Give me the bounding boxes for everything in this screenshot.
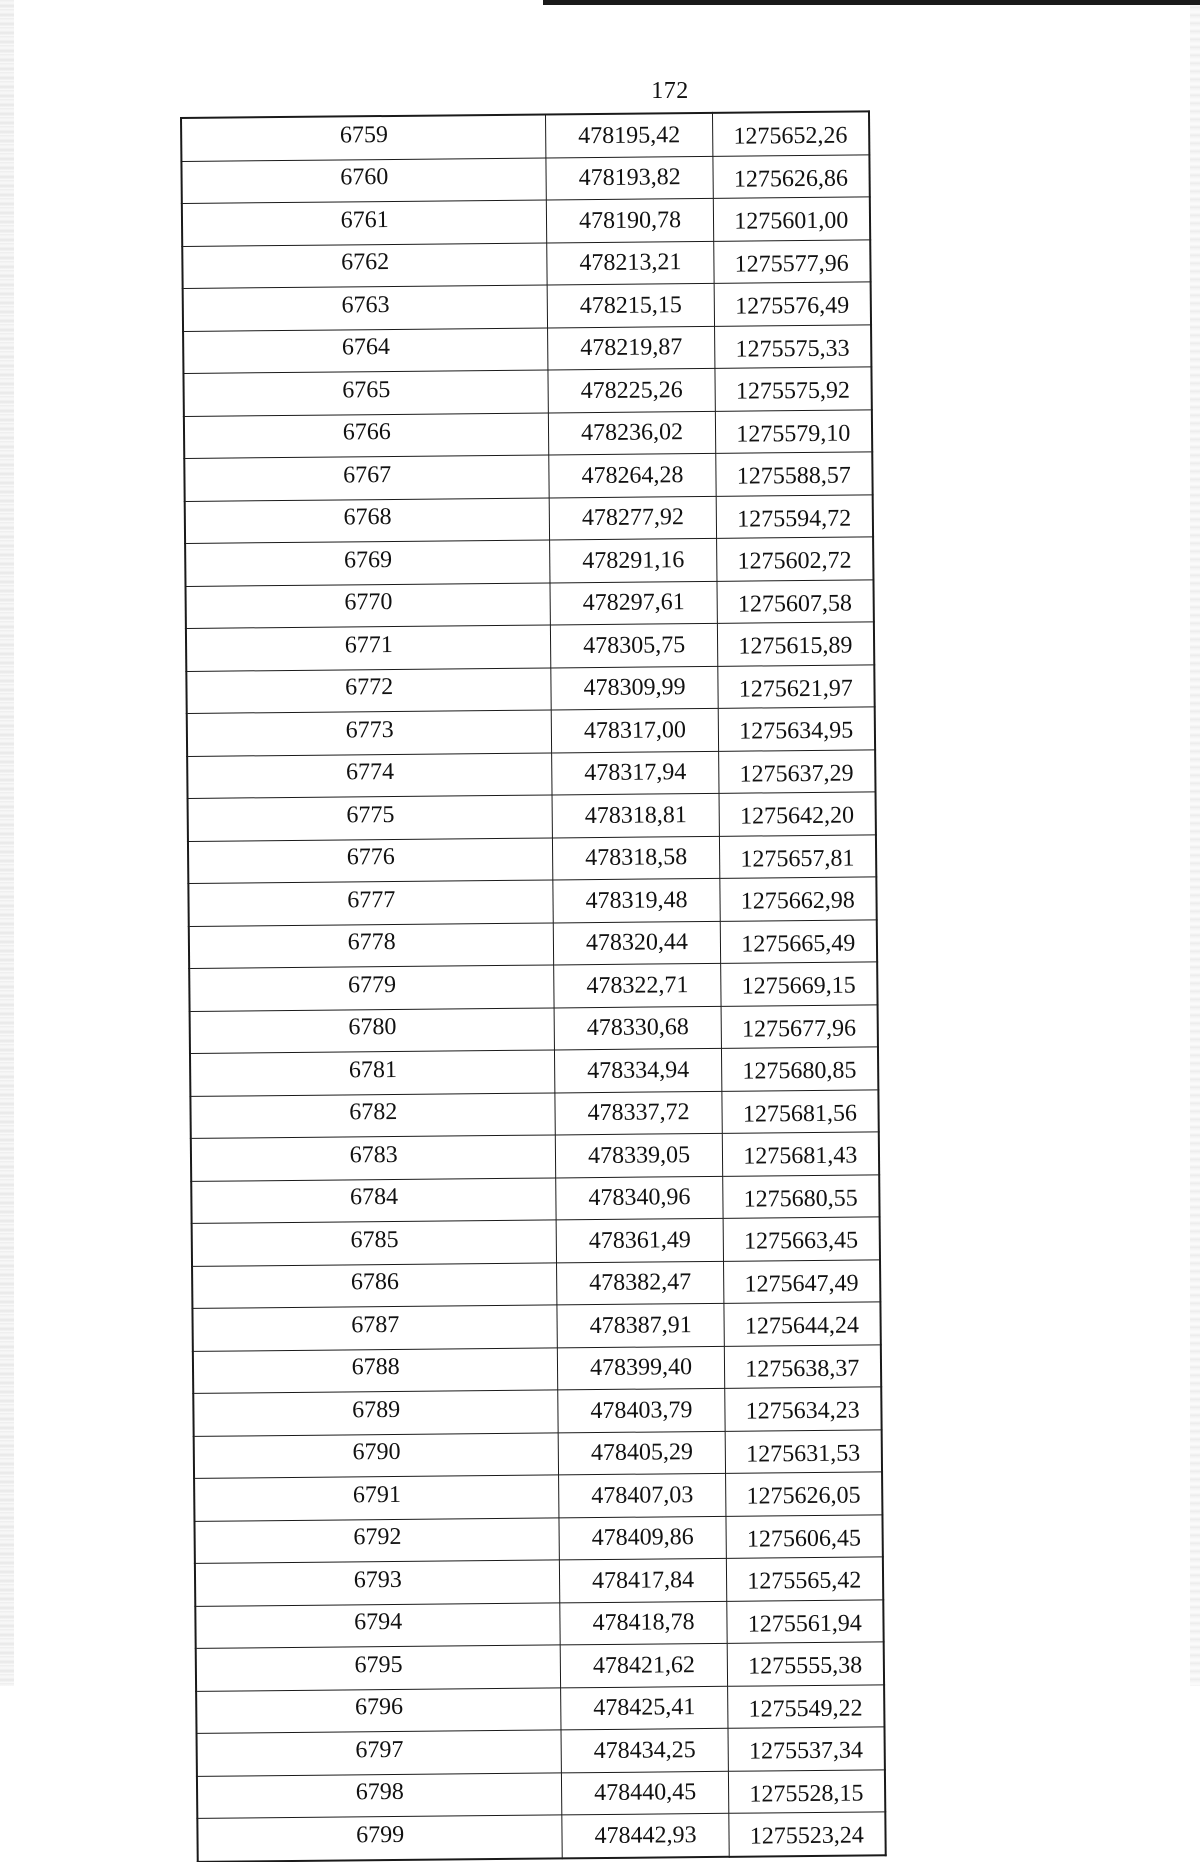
y-coordinate-cell: 1275601,00 [713,197,870,241]
x-coordinate-cell: 478409,86 [559,1516,725,1560]
x-coordinate-cell: 478425,41 [561,1686,727,1730]
table-row [192,1259,880,1308]
x-coordinate-cell: 478215,15 [548,283,714,327]
y-coordinate-cell: 1275588,57 [715,452,872,496]
x-coordinate-cell: 478317,00 [552,708,718,752]
point-number-cell: 6778 [189,922,554,968]
coordinates-table [180,110,887,1862]
table-row [187,749,875,798]
y-coordinate-cell: 1275626,05 [725,1472,882,1516]
x-coordinate-cell: 478213,21 [547,241,713,285]
point-number-cell: 6776 [188,837,553,883]
x-coordinate-cell: 478382,47 [557,1261,723,1305]
point-number-cell: 6761 [182,200,547,246]
y-coordinate-cell: 1275634,95 [718,707,875,751]
x-coordinate-cell: 478193,82 [546,156,712,200]
table-row [182,197,870,246]
table-row [188,792,876,841]
y-coordinate-cell: 1275575,92 [715,367,872,411]
table-row [197,1812,885,1862]
point-number-cell: 6765 [183,370,548,416]
table-row [194,1514,882,1563]
point-number-cell: 6788 [193,1347,558,1393]
point-number-cell: 6771 [186,625,551,671]
x-coordinate-cell: 478305,75 [551,623,717,667]
table-row [192,1302,880,1351]
table-row [186,579,874,628]
point-number-cell: 6766 [184,412,549,458]
y-coordinate-cell: 1275561,94 [726,1599,883,1643]
y-coordinate-cell: 1275549,22 [727,1684,884,1728]
y-coordinate-cell: 1275626,86 [712,154,869,198]
table-row [183,367,871,416]
point-number-cell: 6790 [194,1432,559,1478]
table-row [193,1387,881,1436]
x-coordinate-cell: 478319,48 [553,878,719,922]
x-coordinate-cell: 478403,79 [558,1388,724,1432]
table-row [186,664,874,713]
table-row [185,494,873,543]
point-number-cell: 6796 [196,1687,561,1733]
y-coordinate-cell: 1275669,15 [720,962,877,1006]
table-row [189,919,877,968]
table-row [181,111,869,161]
point-number-cell: 6769 [185,540,550,586]
scan-right-edge [1190,0,1200,1686]
table-row [194,1429,882,1478]
y-coordinate-cell: 1275638,37 [724,1344,881,1388]
table-row [191,1132,879,1181]
point-number-cell: 6760 [181,157,546,203]
point-number-cell: 6768 [185,497,550,543]
point-number-cell: 6772 [186,667,551,713]
y-coordinate-cell: 1275657,81 [719,834,876,878]
x-coordinate-cell: 478320,44 [554,921,720,965]
point-number-cell: 6783 [191,1135,556,1181]
x-coordinate-cell: 478387,91 [557,1303,723,1347]
point-number-cell: 6773 [187,710,552,756]
y-coordinate-cell: 1275577,96 [713,239,870,283]
x-coordinate-cell: 478291,16 [550,538,716,582]
table-row [197,1769,885,1818]
x-coordinate-cell: 478434,25 [561,1728,727,1772]
point-number-cell: 6797 [197,1730,562,1776]
y-coordinate-cell: 1275607,58 [717,579,874,623]
y-coordinate-cell: 1275537,34 [728,1727,885,1771]
point-number-cell: 6782 [190,1092,555,1138]
page-number: 172 [651,78,689,104]
x-coordinate-cell: 478322,71 [554,963,720,1007]
y-coordinate-cell: 1275680,85 [721,1047,878,1091]
x-coordinate-cell: 478190,78 [547,198,713,242]
x-coordinate-cell: 478330,68 [555,1006,721,1050]
x-coordinate-cell: 478309,99 [551,666,717,710]
y-coordinate-cell: 1275647,49 [723,1259,880,1303]
y-coordinate-cell: 1275631,53 [725,1429,882,1473]
x-coordinate-cell: 478399,40 [558,1346,724,1390]
y-coordinate-cell: 1275576,49 [714,282,871,326]
point-number-cell: 6774 [187,752,552,798]
y-coordinate-cell: 1275565,42 [726,1557,883,1601]
y-coordinate-cell: 1275528,15 [728,1769,885,1813]
table-row [196,1684,884,1733]
y-coordinate-cell: 1275677,96 [721,1004,878,1048]
y-coordinate-cell: 1275665,49 [720,919,877,963]
point-number-cell: 6795 [196,1645,561,1691]
x-coordinate-cell: 478219,87 [548,326,714,370]
y-coordinate-cell: 1275681,56 [721,1089,878,1133]
y-coordinate-cell: 1275634,23 [724,1387,881,1431]
table-row [194,1472,882,1521]
x-coordinate-cell: 478195,42 [546,113,712,158]
x-coordinate-cell: 478277,92 [550,496,716,540]
table-row [181,154,869,203]
x-coordinate-cell: 478337,72 [555,1091,721,1135]
table-row [183,282,871,331]
y-coordinate-cell: 1275523,24 [728,1812,885,1857]
point-number-cell: 6799 [197,1815,562,1862]
x-coordinate-cell: 478318,81 [553,793,719,837]
point-number-cell: 6787 [192,1305,557,1351]
point-number-cell: 6793 [195,1560,560,1606]
y-coordinate-cell: 1275652,26 [712,111,869,156]
y-coordinate-cell: 1275555,38 [727,1642,884,1686]
table-row [196,1642,884,1691]
y-coordinate-cell: 1275644,24 [723,1302,880,1346]
table-row [186,622,874,671]
table-row [195,1599,883,1648]
point-number-cell: 6764 [183,327,548,373]
table-row [187,707,875,756]
x-coordinate-cell: 478334,94 [555,1048,721,1092]
y-coordinate-cell: 1275579,10 [715,409,872,453]
x-coordinate-cell: 478225,26 [548,368,714,412]
x-coordinate-cell: 478407,03 [559,1473,725,1517]
x-coordinate-cell: 478361,49 [557,1218,723,1262]
top-border-line [543,0,1200,5]
y-coordinate-cell: 1275602,72 [716,537,873,581]
table-row [189,962,877,1011]
table-row [184,452,872,501]
scan-left-edge [0,0,14,1686]
table-row [182,239,870,288]
point-number-cell: 6775 [188,795,553,841]
y-coordinate-cell: 1275680,55 [722,1174,879,1218]
point-number-cell: 6763 [183,285,548,331]
x-coordinate-cell: 478297,61 [550,581,716,625]
x-coordinate-cell: 478318,58 [553,836,719,880]
table-row [188,877,876,926]
point-number-cell: 6791 [194,1475,559,1521]
x-coordinate-cell: 478405,29 [559,1431,725,1475]
x-coordinate-cell: 478442,93 [562,1813,728,1858]
point-number-cell: 6785 [192,1220,557,1266]
point-number-cell: 6798 [197,1772,562,1818]
y-coordinate-cell: 1275637,29 [718,749,875,793]
table-row [184,409,872,458]
y-coordinate-cell: 1275662,98 [719,877,876,921]
coordinates-table-body [181,111,886,1861]
x-coordinate-cell: 478339,05 [556,1133,722,1177]
point-number-cell: 6759 [181,114,546,161]
point-number-cell: 6767 [184,455,549,501]
table-row [190,1089,878,1138]
table-row [188,834,876,883]
table-row [192,1217,880,1266]
table-row [185,537,873,586]
table-row [190,1004,878,1053]
y-coordinate-cell: 1275575,33 [714,324,871,368]
y-coordinate-cell: 1275663,45 [723,1217,880,1261]
y-coordinate-cell: 1275621,97 [717,664,874,708]
x-coordinate-cell: 478417,84 [560,1558,726,1602]
y-coordinate-cell: 1275606,45 [726,1514,883,1558]
table-row [190,1047,878,1096]
y-coordinate-cell: 1275642,20 [719,792,876,836]
point-number-cell: 6781 [190,1050,555,1096]
table-row [197,1727,885,1776]
point-number-cell: 6780 [190,1007,555,1053]
table-row [193,1344,881,1393]
x-coordinate-cell: 478264,28 [549,453,715,497]
point-number-cell: 6792 [194,1517,559,1563]
point-number-cell: 6779 [189,965,554,1011]
point-number-cell: 6770 [186,582,551,628]
table-row [195,1557,883,1606]
table-row [183,324,871,373]
point-number-cell: 6784 [191,1177,556,1223]
table-row [191,1174,879,1223]
x-coordinate-cell: 478317,94 [552,751,718,795]
x-coordinate-cell: 478340,96 [556,1176,722,1220]
point-number-cell: 6777 [188,880,553,926]
x-coordinate-cell: 478440,45 [562,1771,728,1815]
x-coordinate-cell: 478421,62 [561,1643,727,1687]
y-coordinate-cell: 1275594,72 [716,494,873,538]
point-number-cell: 6786 [192,1262,557,1308]
point-number-cell: 6794 [195,1602,560,1648]
y-coordinate-cell: 1275681,43 [722,1132,879,1176]
x-coordinate-cell: 478418,78 [560,1601,726,1645]
point-number-cell: 6762 [182,242,547,288]
y-coordinate-cell: 1275615,89 [717,622,874,666]
x-coordinate-cell: 478236,02 [549,411,715,455]
point-number-cell: 6789 [193,1390,558,1436]
